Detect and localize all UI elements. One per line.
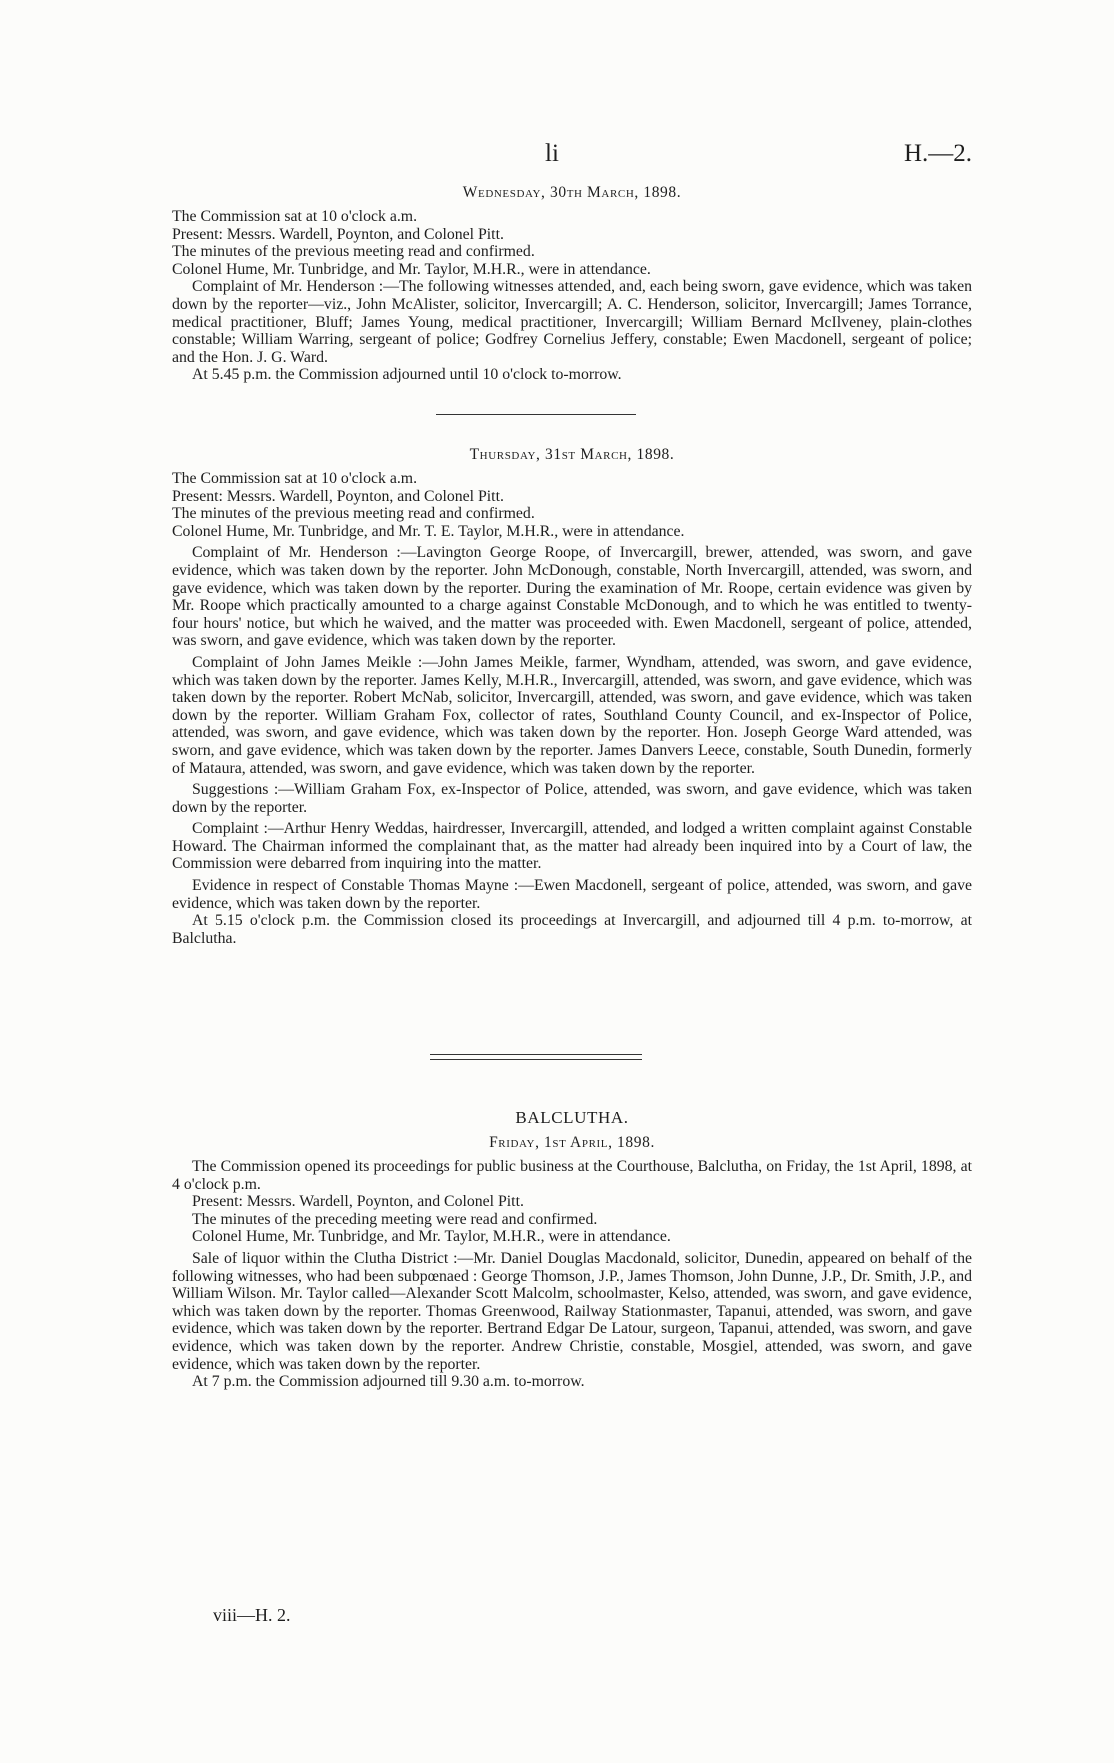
paragraph-adjournment: At 5.15 o'clock p.m. the Commission closed its proceedings at Invercargill, and adjourned till 4 p.m. to-morrow, at Balclutha. — [172, 912, 972, 947]
present-line: Present: Messrs. Wardell, Poynton, and Colonel Pitt. — [172, 487, 504, 505]
paragraph-suggestions: Suggestions :—William Graham Fox, ex-Inspector of Police, attended, was sworn, and gave evidence, which was taken down by the reporter. — [172, 781, 972, 816]
minutes-line: The minutes of the previous meeting read and confirmed. — [172, 243, 535, 261]
paragraph-henderson-complaint: Complaint of Mr. Henderson :—Lavington George Roope, of Invercargill, brewer, attended, was sworn, and gave evidence, which was taken down by the reporter. John McDonough, constable, North Invercargill, attended, was sworn, and gave evidence, which was taken down by the reporter. During the examination of Mr. Roope, certain evidence was given by Mr. Roope which practically amounted to a charge against Constable McDonough, and to which he was entitled to twenty-four hours' notice, but which he waived, and the matter was proceeded with. Ewen Macdonell, sergeant of police, attended, was sworn, and gave evidence, which was taken down by the reporter. — [172, 544, 972, 650]
paragraph-weddas-complaint: Complaint :—Arthur Henry Weddas, hairdresser, Invercargill, attended, and lodged a written complaint against Constable Howard. The Chairman informed the complainant that, as the matter had already been inquired into by a Court of law, the Commission were debarred from inquiring into the matter. — [172, 820, 972, 873]
present-line: Present: Messrs. Wardell, Poynton, and Colonel Pitt. — [172, 225, 504, 243]
minutes-line: The minutes of the previous meeting read and confirmed. — [172, 505, 535, 523]
present-line: Present: Messrs. Wardell, Poynton, and Colonel Pitt. — [192, 1193, 524, 1211]
sitting-line: The Commission sat at 10 o'clock a.m. — [172, 470, 418, 487]
section-title: Wednesday, 30th March, 1898. — [462, 184, 682, 201]
attendance-line: Colonel Hume, Mr. Tunbridge, and Mr. Taylor, M.H.R., were in attendance. — [172, 260, 651, 278]
minutes-line: The minutes of the preceding meeting were read and confirmed. — [192, 1210, 598, 1228]
page-number: li — [545, 140, 559, 167]
attendance-line: Colonel Hume, Mr. Tunbridge, and Mr. Taylor, M.H.R., were in attendance. — [192, 1228, 671, 1246]
paragraph-adjournment: At 7 p.m. the Commission adjourned till 9.30 a.m. to-morrow. — [192, 1373, 585, 1391]
attendance-line: Colonel Hume, Mr. Tunbridge, and Mr. T. E. Taylor, M.H.R., were in attendance. — [172, 522, 685, 540]
section-title: Friday, 1st April, 1898. — [489, 1134, 655, 1151]
section-double-divider — [430, 1054, 642, 1060]
paragraph-meikle-complaint: Complaint of John James Meikle :—John James Meikle, farmer, Wyndham, attended, was sworn, and gave evidence, which was taken down by the reporter. James Kelly, M.H.R., Invercargill, attended, was sworn, and gave evidence, which was taken down by the reporter. Robert McNab, solicitor, Invercargill, attended, was sworn, and gave evidence, which was taken down by the reporter. William Graham Fox, collector of rates, Southland County Council, and ex-Inspector of Police, attended, was sworn, and gave evidence, which was taken down by the reporter. Hon. Joseph George Ward attended, was sworn, and gave evidence, which was taken down by the reporter. James Danvers Leece, constable, South Dunedin, formerly of Mataura, attended, was sworn, and gave evidence, which was taken down by the reporter. — [172, 653, 972, 777]
section-wednesday — [172, 184, 972, 384]
sitting-line: The Commission sat at 10 o'clock a.m. — [172, 208, 418, 225]
signature-mark: viii—H. 2. — [213, 1605, 291, 1625]
paragraph-mayne-evidence: Evidence in respect of Constable Thomas Mayne :—Ewen Macdonell, sergeant of police, attended, was sworn, and gave evidence, which was taken down by the reporter. — [172, 877, 972, 912]
paragraph-liquor-sale: Sale of liquor within the Clutha District :—Mr. Daniel Douglas Macdonald, solicitor, Dunedin, appeared on behalf of the following witnesses, who had been subpœnaed : George Thomson, J.P., James Thomson, John Dunne, J.P., Dr. Smith, J.P., and William Wilson. Mr. Taylor called—Alexander Scott Malcolm, schoolmaster, Kelso, attended, was sworn, and gave evidence, which was taken down by the reporter. Thomas Greenwood, Railway Stationmaster, Tapanui, attended, was sworn, and gave evidence, which was taken down by the reporter. Bertrand Edgar De Latour, surgeon, Tapanui, attended, was sworn, and gave evidence, which was taken down by the reporter. Andrew Christie, constable, Mosgiel, attended, was sworn, and gave evidence, which was taken down by the reporter. — [172, 1249, 972, 1373]
place-heading: BALCLUTHA. — [515, 1108, 629, 1127]
section-balclutha — [172, 1108, 972, 1391]
section-title: Thursday, 31st March, 1898. — [469, 446, 675, 463]
document-code: H.—2. — [903, 140, 972, 167]
paragraph-adjournment: At 5.45 p.m. the Commission adjourned until 10 o'clock to-morrow. — [192, 366, 622, 384]
section-thursday — [172, 446, 972, 947]
paragraph-henderson-complaint: Complaint of Mr. Henderson :—The following witnesses attended, and, each being sworn, gave evidence, which was taken down by the reporter—viz., John McAlister, solicitor, Invercargill; A. C. Henderson, solicitor, Invercargill; James Torrance, medical practitioner, Bluff; James Young, medical practitioner, Invercargill; William Bernard McIlveney, plain-clothes constable; William Warring, sergeant of police; Godfrey Cornelius Jeffery, constable; Ewen Macdonell, sergeant of police; and the Hon. J. G. Ward. — [172, 278, 972, 366]
section-divider — [436, 414, 636, 415]
opening-paragraph: The Commission opened its proceedings for public business at the Courthouse, Balclutha, on Friday, the 1st April, 1898, at 4 o'clock p.m. — [172, 1158, 972, 1193]
